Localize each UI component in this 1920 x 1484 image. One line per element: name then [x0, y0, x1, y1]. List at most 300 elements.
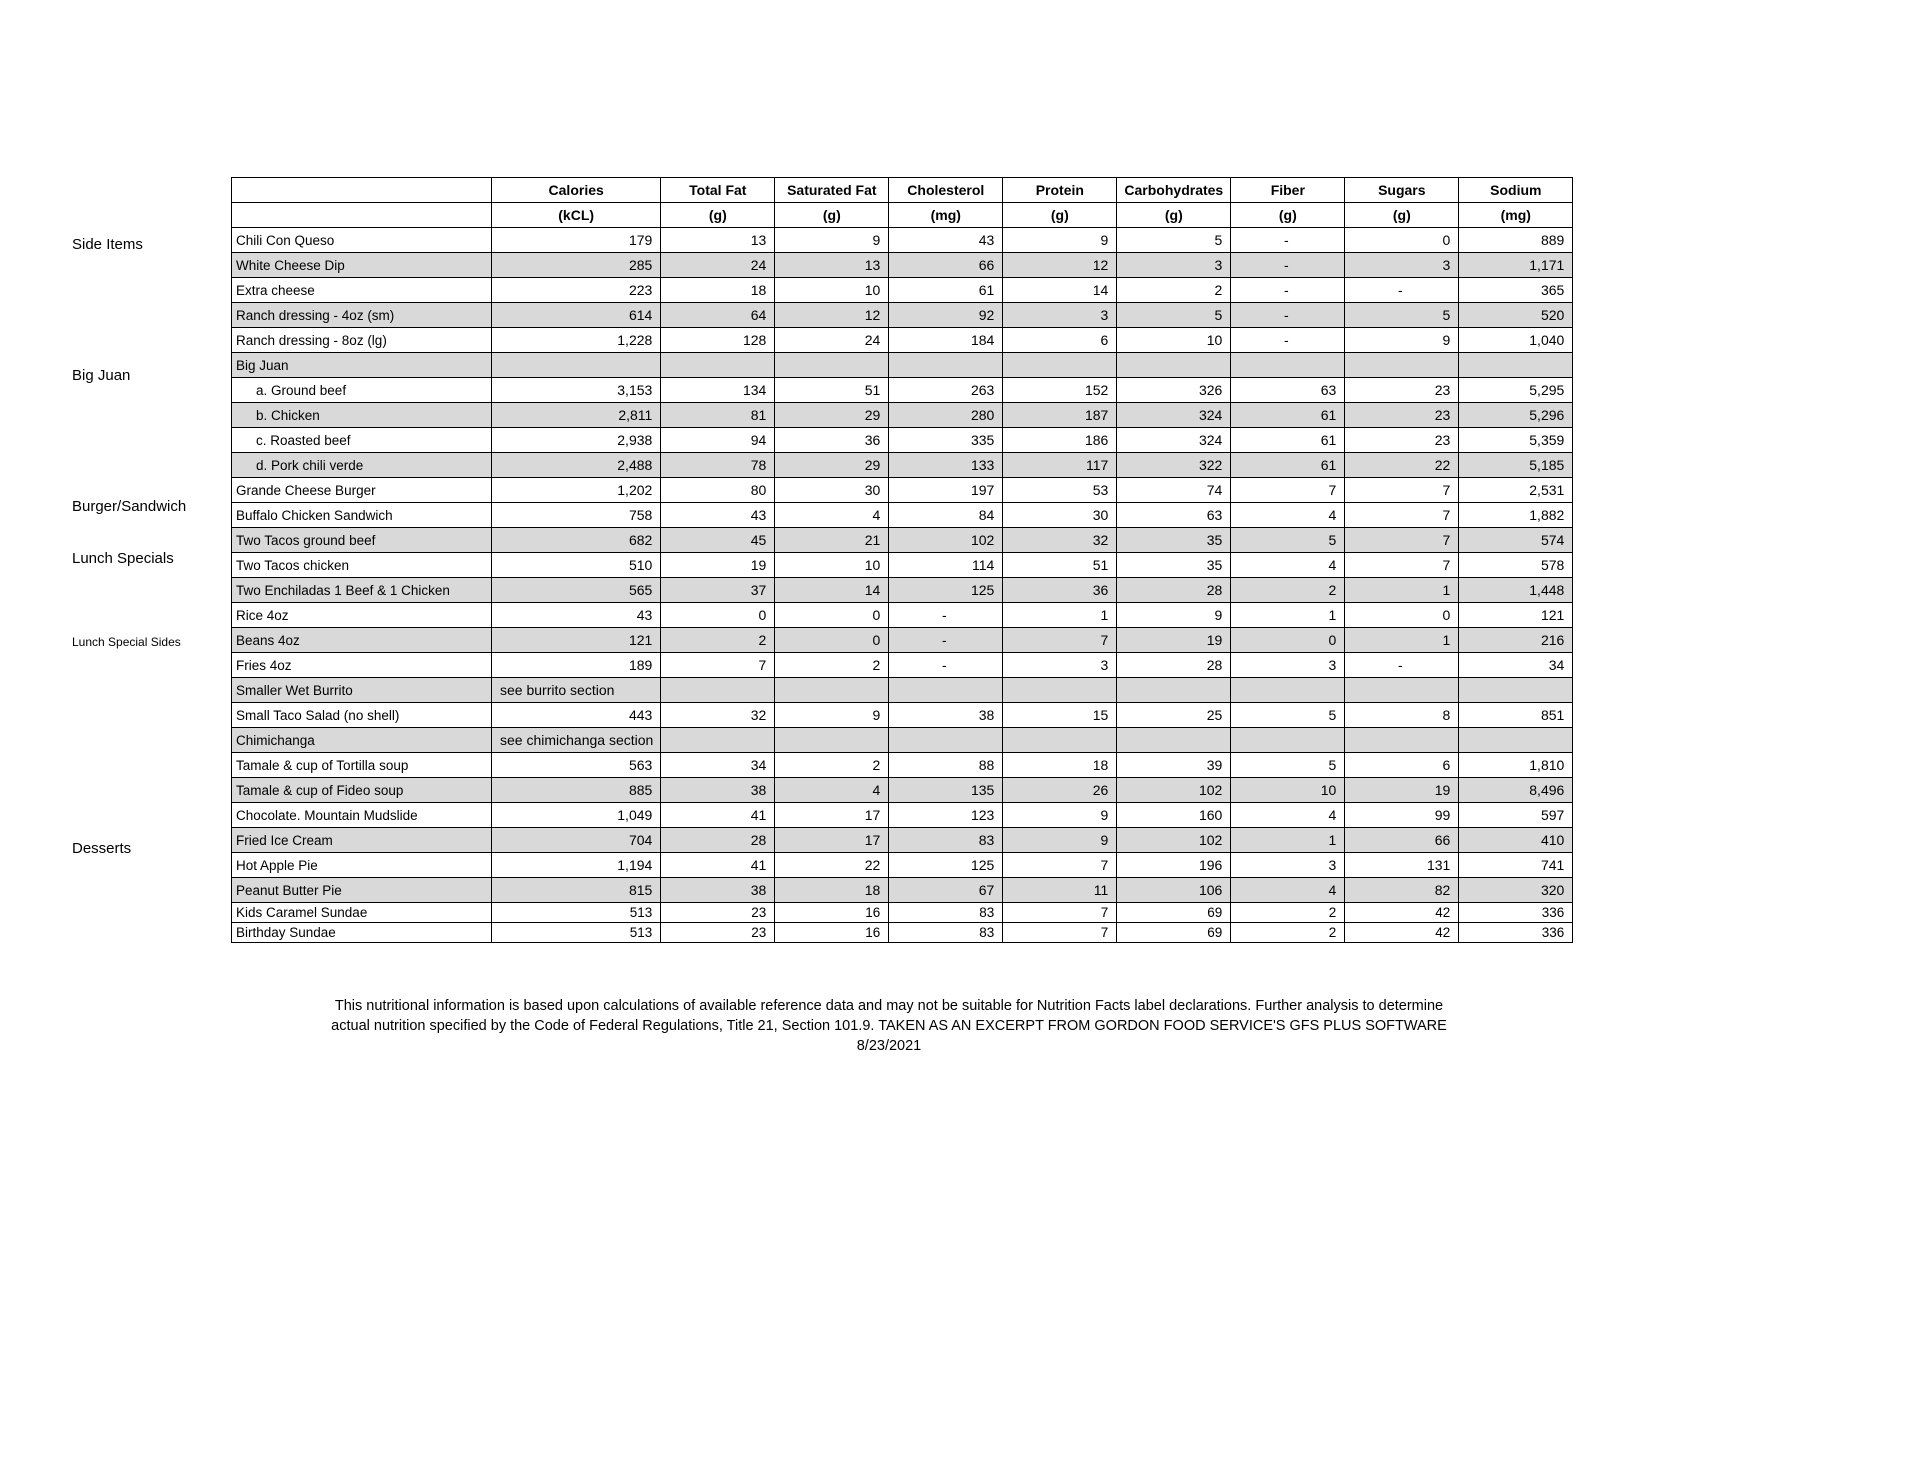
value-cell: 7 — [1345, 528, 1459, 553]
column-header: (g) — [775, 203, 889, 228]
table-row — [232, 478, 1573, 503]
value-cell: 16 — [775, 903, 889, 923]
table-row — [232, 828, 1573, 853]
value-cell: 0 — [775, 628, 889, 653]
value-cell: 28 — [1117, 578, 1231, 603]
value-cell: 41 — [661, 803, 775, 828]
value-cell: 123 — [889, 803, 1003, 828]
value-cell: 83 — [889, 828, 1003, 853]
value-cell: 7 — [661, 653, 775, 678]
value-cell: 1,882 — [1459, 503, 1573, 528]
category-labels — [0, 0, 231, 1000]
value-cell: 74 — [1117, 478, 1231, 503]
value-cell: 11 — [1003, 878, 1117, 903]
footnote-line-1: This nutritional information is based upon calculations of available reference data and may not be suitable for Nutrition Facts label declarations. Further analysis to determine — [334, 998, 1444, 1014]
value-cell: 66 — [1345, 828, 1459, 853]
value-cell: 160 — [1117, 803, 1231, 828]
value-cell: 614 — [492, 303, 661, 328]
value-cell: 322 — [1117, 453, 1231, 478]
item-name-cell: Chimichanga — [232, 728, 492, 753]
value-cell: 851 — [1459, 703, 1573, 728]
value-cell: 5,296 — [1459, 403, 1573, 428]
value-cell: 83 — [889, 923, 1003, 943]
value-cell: 35 — [1117, 553, 1231, 578]
value-cell: 117 — [1003, 453, 1117, 478]
item-name-cell: Chili Con Queso — [232, 228, 492, 253]
table-row — [232, 703, 1573, 728]
column-header: (g) — [1345, 203, 1459, 228]
value-cell: 1,228 — [492, 328, 661, 353]
value-cell: 223 — [492, 278, 661, 303]
value-cell: 324 — [1117, 403, 1231, 428]
value-cell: 285 — [492, 253, 661, 278]
value-cell: 12 — [775, 303, 889, 328]
item-name-cell: Extra cheese — [232, 278, 492, 303]
item-name-cell: a. Ground beef — [232, 378, 492, 403]
value-cell: 22 — [775, 853, 889, 878]
table-row — [232, 453, 1573, 478]
value-cell — [889, 678, 1003, 703]
value-cell: 22 — [1345, 453, 1459, 478]
item-name-cell: Big Juan — [232, 353, 492, 378]
column-header — [232, 178, 492, 203]
value-cell: 19 — [1345, 778, 1459, 803]
value-cell: 1,194 — [492, 853, 661, 878]
value-cell: 34 — [1459, 653, 1573, 678]
value-cell: 21 — [775, 528, 889, 553]
value-cell: 16 — [775, 923, 889, 943]
value-cell: 17 — [775, 803, 889, 828]
value-cell: - — [889, 603, 1003, 628]
value-cell: 336 — [1459, 903, 1573, 923]
value-cell — [1459, 728, 1573, 753]
item-name-cell: Two Enchiladas 1 Beef & 1 Chicken — [232, 578, 492, 603]
value-cell: 9 — [1345, 328, 1459, 353]
value-cell: 23 — [661, 903, 775, 923]
value-cell: 186 — [1003, 428, 1117, 453]
value-cell: 92 — [889, 303, 1003, 328]
value-cell — [1003, 678, 1117, 703]
value-cell: 513 — [492, 923, 661, 943]
table-row — [232, 603, 1573, 628]
table-row — [232, 403, 1573, 428]
value-cell — [1117, 678, 1231, 703]
column-header: (mg) — [1459, 203, 1573, 228]
value-cell: 3 — [1003, 303, 1117, 328]
value-cell: 741 — [1459, 853, 1573, 878]
table-row — [232, 753, 1573, 778]
value-cell: 61 — [1231, 453, 1345, 478]
item-name-cell: Two Tacos chicken — [232, 553, 492, 578]
table-row — [232, 228, 1573, 253]
value-cell: 704 — [492, 828, 661, 853]
value-cell: 3 — [1345, 253, 1459, 278]
column-header: Calories — [492, 178, 661, 203]
value-cell: 61 — [1231, 403, 1345, 428]
value-cell — [1345, 678, 1459, 703]
table-row — [232, 578, 1573, 603]
table-row — [232, 923, 1573, 943]
value-cell: 520 — [1459, 303, 1573, 328]
value-cell: 9 — [1003, 228, 1117, 253]
value-cell: 324 — [1117, 428, 1231, 453]
value-cell: 3 — [1117, 253, 1231, 278]
value-cell: 578 — [1459, 553, 1573, 578]
value-cell: 61 — [1231, 428, 1345, 453]
value-cell: 5,185 — [1459, 453, 1573, 478]
value-cell: 2,488 — [492, 453, 661, 478]
value-cell: 4 — [775, 778, 889, 803]
value-cell: 114 — [889, 553, 1003, 578]
column-header: (g) — [1003, 203, 1117, 228]
value-cell: 10 — [775, 553, 889, 578]
column-header: (g) — [661, 203, 775, 228]
value-cell: 41 — [661, 853, 775, 878]
value-cell: 23 — [1345, 428, 1459, 453]
value-cell: 30 — [1003, 503, 1117, 528]
value-cell: 336 — [1459, 923, 1573, 943]
value-cell: 1,448 — [1459, 578, 1573, 603]
value-cell: 51 — [1003, 553, 1117, 578]
value-cell: 1 — [1231, 828, 1345, 853]
value-cell — [661, 678, 775, 703]
value-cell: 106 — [1117, 878, 1231, 903]
value-cell: 84 — [889, 503, 1003, 528]
footnote-date: 8/23/2021 — [856, 1038, 922, 1054]
value-cell: 6 — [1003, 328, 1117, 353]
value-cell — [1231, 678, 1345, 703]
value-cell: 885 — [492, 778, 661, 803]
value-cell: - — [1231, 303, 1345, 328]
value-cell: 565 — [492, 578, 661, 603]
value-cell: 19 — [661, 553, 775, 578]
value-cell: 2,811 — [492, 403, 661, 428]
value-cell: 2 — [775, 753, 889, 778]
value-cell: 29 — [775, 403, 889, 428]
footnote — [231, 996, 1547, 1056]
value-cell: 80 — [661, 478, 775, 503]
item-name-cell: Tamale & cup of Fideo soup — [232, 778, 492, 803]
value-cell — [1345, 353, 1459, 378]
item-name-cell: Tamale & cup of Tortilla soup — [232, 753, 492, 778]
table-row — [232, 278, 1573, 303]
value-cell: 7 — [1003, 903, 1117, 923]
value-cell: 216 — [1459, 628, 1573, 653]
value-cell: 128 — [661, 328, 775, 353]
category-label-side-items: Side Items — [72, 236, 143, 253]
item-name-cell: Ranch dressing - 4oz (sm) — [232, 303, 492, 328]
value-cell: 410 — [1459, 828, 1573, 853]
value-cell: - — [889, 653, 1003, 678]
category-label-lunch-special-sides: Lunch Special Sides — [72, 635, 181, 649]
item-name-cell: Two Tacos ground beef — [232, 528, 492, 553]
value-cell: 889 — [1459, 228, 1573, 253]
table-row — [232, 628, 1573, 653]
value-cell: 5,295 — [1459, 378, 1573, 403]
value-cell: 184 — [889, 328, 1003, 353]
value-cell: 7 — [1345, 503, 1459, 528]
value-cell: 15 — [1003, 703, 1117, 728]
column-header: Fiber — [1231, 178, 1345, 203]
value-cell: 28 — [1117, 653, 1231, 678]
value-cell: - — [1345, 278, 1459, 303]
value-cell: 7 — [1345, 478, 1459, 503]
header-row — [232, 203, 1573, 228]
value-cell: 0 — [661, 603, 775, 628]
value-cell: 2 — [1117, 278, 1231, 303]
table-row — [232, 503, 1573, 528]
value-cell: 3,153 — [492, 378, 661, 403]
value-cell: 10 — [775, 278, 889, 303]
table-row — [232, 328, 1573, 353]
value-cell: 5 — [1231, 703, 1345, 728]
value-cell: 99 — [1345, 803, 1459, 828]
value-cell: 125 — [889, 853, 1003, 878]
value-cell: 6 — [1345, 753, 1459, 778]
table-row — [232, 653, 1573, 678]
value-cell — [1345, 728, 1459, 753]
table-row — [232, 878, 1573, 903]
value-cell: 1,810 — [1459, 753, 1573, 778]
value-cell: 1,040 — [1459, 328, 1573, 353]
value-cell: 69 — [1117, 903, 1231, 923]
value-cell: 67 — [889, 878, 1003, 903]
value-cell — [1231, 728, 1345, 753]
value-cell: 78 — [661, 453, 775, 478]
value-cell — [775, 728, 889, 753]
table-row — [232, 778, 1573, 803]
value-cell: 19 — [1117, 628, 1231, 653]
value-cell: 23 — [1345, 403, 1459, 428]
value-cell: 131 — [1345, 853, 1459, 878]
column-header — [232, 203, 492, 228]
column-header: (g) — [1117, 203, 1231, 228]
value-cell: 7 — [1003, 923, 1117, 943]
value-cell: 263 — [889, 378, 1003, 403]
value-cell: 0 — [1345, 228, 1459, 253]
value-cell: 38 — [661, 878, 775, 903]
value-cell: 1,202 — [492, 478, 661, 503]
value-cell: 63 — [1231, 378, 1345, 403]
item-name-cell: Buffalo Chicken Sandwich — [232, 503, 492, 528]
item-name-cell: Birthday Sundae — [232, 923, 492, 943]
value-cell — [661, 353, 775, 378]
value-cell: 42 — [1345, 903, 1459, 923]
value-cell: 1 — [1345, 628, 1459, 653]
value-cell — [775, 678, 889, 703]
value-cell: 43 — [889, 228, 1003, 253]
value-cell — [1003, 728, 1117, 753]
value-cell: 10 — [1117, 328, 1231, 353]
table-row — [232, 303, 1573, 328]
value-cell: 2,938 — [492, 428, 661, 453]
value-cell: 3 — [1003, 653, 1117, 678]
value-cell: 563 — [492, 753, 661, 778]
value-cell: 102 — [1117, 828, 1231, 853]
value-cell: 36 — [775, 428, 889, 453]
value-cell: 18 — [775, 878, 889, 903]
value-cell: 513 — [492, 903, 661, 923]
value-cell: 38 — [889, 703, 1003, 728]
value-cell: 2 — [1231, 578, 1345, 603]
category-label-desserts: Desserts — [72, 840, 132, 857]
value-cell: 1 — [1003, 603, 1117, 628]
value-cell — [1117, 353, 1231, 378]
value-cell: 9 — [775, 228, 889, 253]
value-cell: 37 — [661, 578, 775, 603]
value-cell: 335 — [889, 428, 1003, 453]
value-cell: 0 — [1345, 603, 1459, 628]
value-cell: 24 — [775, 328, 889, 353]
value-cell: 23 — [661, 923, 775, 943]
value-cell: 14 — [775, 578, 889, 603]
table-row — [232, 428, 1573, 453]
value-cell: 32 — [661, 703, 775, 728]
item-name-cell: d. Pork chili verde — [232, 453, 492, 478]
value-cell: 29 — [775, 453, 889, 478]
value-cell: 39 — [1117, 753, 1231, 778]
value-cell: 3 — [1231, 853, 1345, 878]
value-cell — [1117, 728, 1231, 753]
item-name-cell: Grande Cheese Burger — [232, 478, 492, 503]
item-name-cell: Ranch dressing - 8oz (lg) — [232, 328, 492, 353]
column-header: Sugars — [1345, 178, 1459, 203]
see-section-note: see chimichanga section — [492, 728, 661, 753]
value-cell: 758 — [492, 503, 661, 528]
value-cell: 69 — [1117, 923, 1231, 943]
value-cell: - — [1345, 653, 1459, 678]
value-cell: 8,496 — [1459, 778, 1573, 803]
value-cell: 320 — [1459, 878, 1573, 903]
value-cell — [661, 728, 775, 753]
table-header — [232, 178, 1573, 228]
value-cell: 53 — [1003, 478, 1117, 503]
value-cell: 13 — [775, 253, 889, 278]
value-cell: 326 — [1117, 378, 1231, 403]
value-cell: 25 — [1117, 703, 1231, 728]
value-cell: 0 — [775, 603, 889, 628]
item-name-cell: White Cheese Dip — [232, 253, 492, 278]
column-header: Saturated Fat — [775, 178, 889, 203]
item-name-cell: Chocolate. Mountain Mudslide — [232, 803, 492, 828]
value-cell: 82 — [1345, 878, 1459, 903]
value-cell: 64 — [661, 303, 775, 328]
value-cell: 51 — [775, 378, 889, 403]
value-cell: 1 — [1345, 578, 1459, 603]
value-cell: 4 — [1231, 503, 1345, 528]
value-cell: 13 — [661, 228, 775, 253]
value-cell: 7 — [1345, 553, 1459, 578]
value-cell: 135 — [889, 778, 1003, 803]
value-cell: 815 — [492, 878, 661, 903]
item-name-cell: Hot Apple Pie — [232, 853, 492, 878]
table-row — [232, 353, 1573, 378]
value-cell: 23 — [1345, 378, 1459, 403]
value-cell: 63 — [1117, 503, 1231, 528]
item-name-cell: Rice 4oz — [232, 603, 492, 628]
value-cell: 38 — [661, 778, 775, 803]
value-cell: 5 — [1117, 228, 1231, 253]
value-cell: 102 — [889, 528, 1003, 553]
table-row — [232, 728, 1573, 753]
column-header: Cholesterol — [889, 178, 1003, 203]
value-cell: 9 — [1003, 828, 1117, 853]
value-cell — [1459, 678, 1573, 703]
value-cell: 196 — [1117, 853, 1231, 878]
value-cell: 81 — [661, 403, 775, 428]
value-cell: 8 — [1345, 703, 1459, 728]
column-header: Total Fat — [661, 178, 775, 203]
value-cell: 7 — [1231, 478, 1345, 503]
column-header: (mg) — [889, 203, 1003, 228]
value-cell: 30 — [775, 478, 889, 503]
column-header: (kCL) — [492, 203, 661, 228]
column-header: Protein — [1003, 178, 1117, 203]
value-cell: 134 — [661, 378, 775, 403]
value-cell: 9 — [1117, 603, 1231, 628]
column-header: Carbohydrates — [1117, 178, 1231, 203]
value-cell: 133 — [889, 453, 1003, 478]
value-cell — [889, 353, 1003, 378]
value-cell: 1,049 — [492, 803, 661, 828]
value-cell: 152 — [1003, 378, 1117, 403]
value-cell: 3 — [1231, 653, 1345, 678]
value-cell: - — [1231, 228, 1345, 253]
value-cell: 36 — [1003, 578, 1117, 603]
value-cell: 24 — [661, 253, 775, 278]
value-cell — [1003, 353, 1117, 378]
table-row — [232, 853, 1573, 878]
value-cell: - — [1231, 278, 1345, 303]
value-cell: 4 — [1231, 553, 1345, 578]
value-cell: 5,359 — [1459, 428, 1573, 453]
value-cell: 2,531 — [1459, 478, 1573, 503]
table-row — [232, 253, 1573, 278]
value-cell: 34 — [661, 753, 775, 778]
value-cell: 12 — [1003, 253, 1117, 278]
value-cell: 5 — [1117, 303, 1231, 328]
item-name-cell: Smaller Wet Burrito — [232, 678, 492, 703]
category-label-lunch-specials: Lunch Specials — [72, 550, 174, 567]
value-cell: 7 — [1003, 628, 1117, 653]
value-cell: 280 — [889, 403, 1003, 428]
value-cell: 28 — [661, 828, 775, 853]
value-cell: 94 — [661, 428, 775, 453]
value-cell: 4 — [775, 503, 889, 528]
value-cell: 9 — [775, 703, 889, 728]
table-row — [232, 903, 1573, 923]
value-cell: 10 — [1231, 778, 1345, 803]
value-cell: 574 — [1459, 528, 1573, 553]
table-row — [232, 678, 1573, 703]
table-row — [232, 553, 1573, 578]
item-name-cell: Small Taco Salad (no shell) — [232, 703, 492, 728]
column-header: (g) — [1231, 203, 1345, 228]
value-cell: 125 — [889, 578, 1003, 603]
value-cell: 18 — [1003, 753, 1117, 778]
see-section-note: see burrito section — [492, 678, 661, 703]
value-cell: - — [1231, 328, 1345, 353]
value-cell: 5 — [1345, 303, 1459, 328]
value-cell: 443 — [492, 703, 661, 728]
value-cell — [889, 728, 1003, 753]
value-cell: 4 — [1231, 803, 1345, 828]
table-row — [232, 528, 1573, 553]
value-cell: 61 — [889, 278, 1003, 303]
value-cell — [1459, 353, 1573, 378]
value-cell: 189 — [492, 653, 661, 678]
value-cell: 187 — [1003, 403, 1117, 428]
